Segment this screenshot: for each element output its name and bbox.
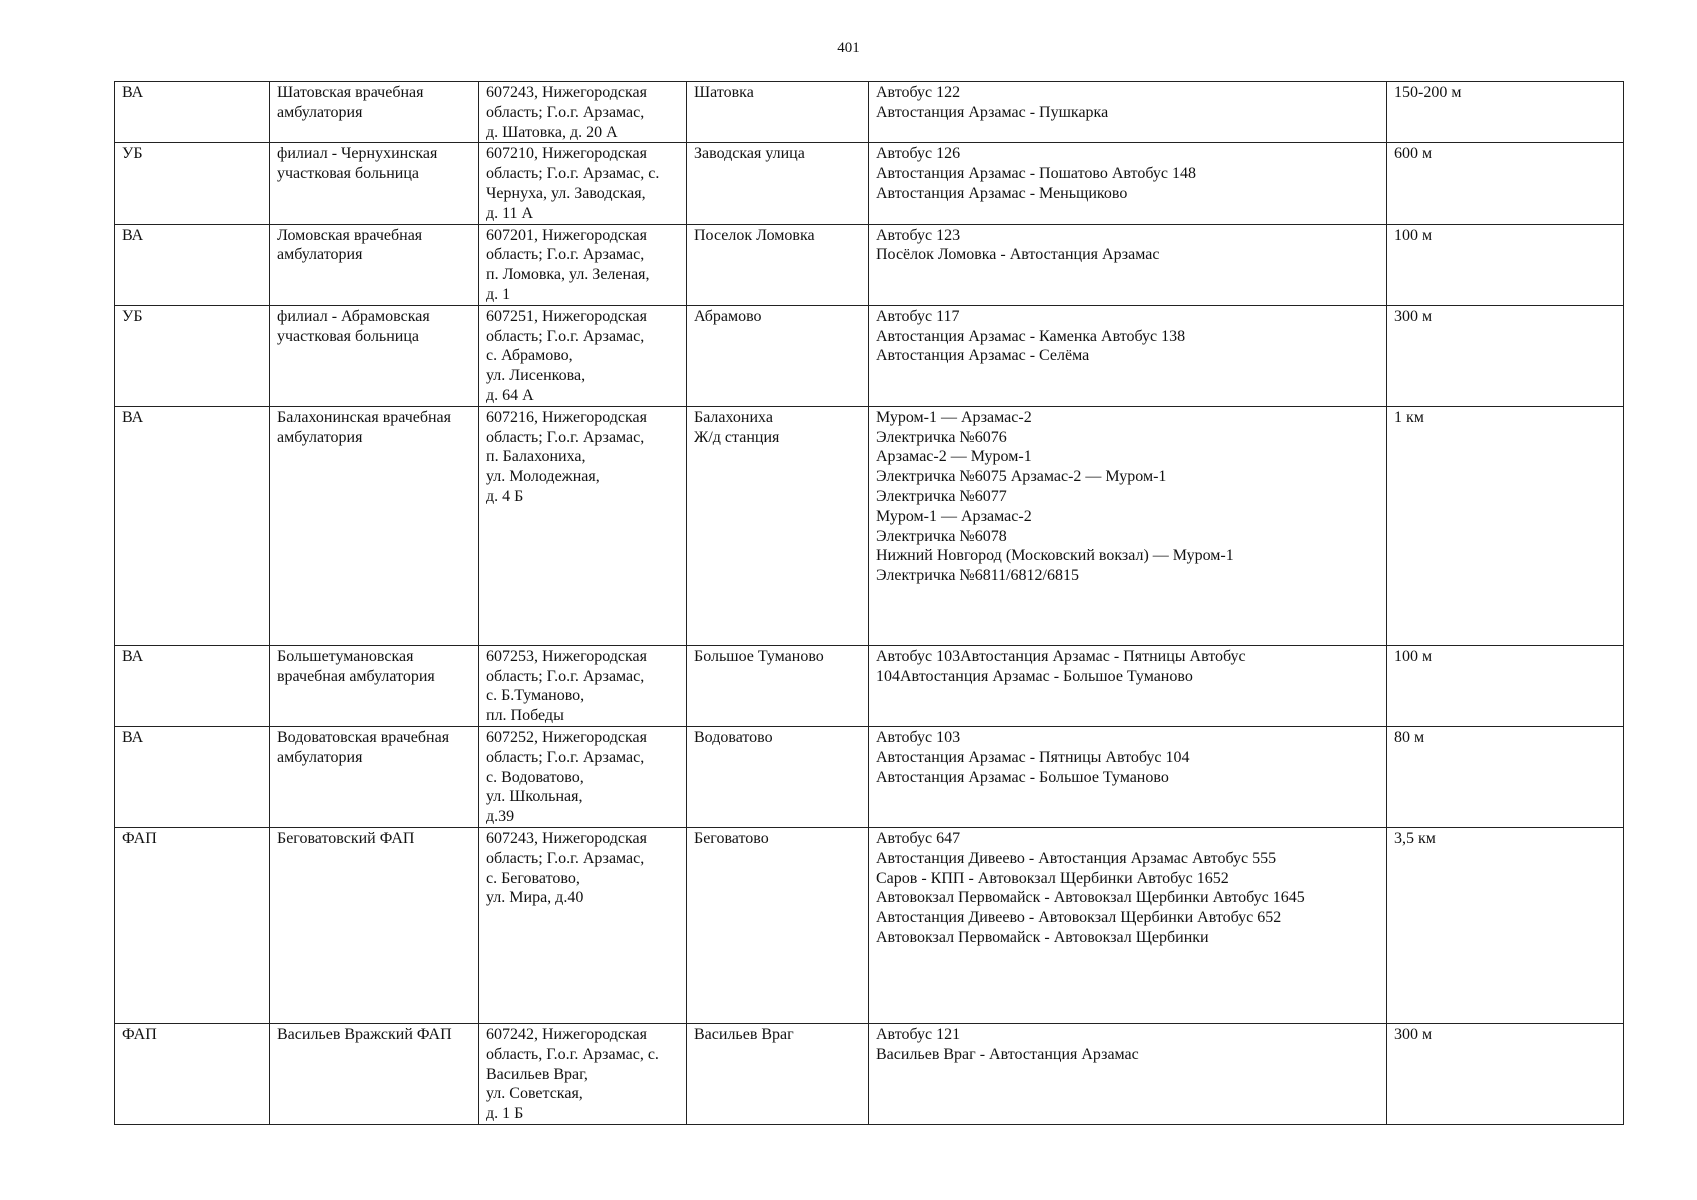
facility-type: ВА [122,84,144,101]
address-cell [479,827,687,1023]
address-cell [479,82,687,143]
facility-type-cell [115,143,270,224]
distance-cell [1387,406,1624,645]
facility-name-cell [270,406,479,645]
transport-route: Автобус 117 Автостанция Арзамас - Каменка Автобус 138 Автостанция Арзамас - Селёма [876,307,1186,365]
table-row [115,645,1624,726]
facility-name-cell [270,1023,479,1124]
facility-name: Беговатовский ФАП [277,829,415,847]
facility-name: Водоватовская врачебная амбулатория [277,728,450,766]
distance-cell [1387,726,1624,827]
distance: 600 м [1394,145,1433,163]
stop-name: Балахониха Ж/д станция [694,408,780,446]
stop-name: Абрамово [694,307,762,325]
stop-cell [687,645,869,726]
stop-name: Заводская улица [694,145,805,163]
table-row [115,224,1624,305]
facility-name-cell [270,726,479,827]
facility-address: 607243, Нижегородская область; Г.о.г. Арзамас, д. Шатовка, д. 20 А [486,84,647,141]
facility-address: 607201, Нижегородская область; Г.о.г. Арзамас, п. Ломовка, ул. Зеленая, д. 1 [486,226,650,303]
address-cell [479,305,687,406]
facility-address: 607243, Нижегородская область; Г.о.г. Арзамас, с. Беговатово, ул. Мира, д.40 [486,829,647,907]
facility-type-cell [115,827,270,1023]
transport-route: Автобус 103 Автостанция Арзамас - Пятницы Автобус 104 Автостанция Арзамас - Большое Туманово [876,728,1190,786]
facility-address: 607242, Нижегородская область, Г.о.г. Арзамас, с. Васильев Враг, ул. Советская, д. 1 Б [486,1025,659,1123]
table-row [115,827,1624,1023]
facility-address: 607253, Нижегородская область; Г.о.г. Арзамас, с. Б.Туманово, пл. Победы [486,647,647,725]
facility-address: 607216, Нижегородская область; Г.о.г. Арзамас, п. Балахониха, ул. Молодежная, д. 4 Б [486,408,647,505]
stop-name: Васильев Враг [694,1025,794,1043]
distance-cell [1387,305,1624,406]
facility-type-cell [115,224,270,305]
table-row [115,406,1624,645]
address-cell [479,726,687,827]
facility-name: Шатовская врачебная амбулатория [277,84,424,121]
facility-type-cell [115,305,270,406]
facility-type: ВА [122,226,144,244]
facility-type-cell [115,406,270,645]
table-row [115,143,1624,224]
stop-cell [687,224,869,305]
facility-name-cell [270,645,479,726]
stop-cell [687,82,869,143]
facility-type: ВА [122,647,144,665]
facility-type: ФАП [122,829,157,847]
facility-name: Ломовская врачебная амбулатория [277,226,423,264]
facility-address: 607252, Нижегородская область; Г.о.г. Арзамас, с. Водоватово, ул. Школьная, д.39 [486,728,647,826]
facility-address: 607251, Нижегородская область; Г.о.г. Арзамас, с. Абрамово, ул. Лисенкова, д. 64 А [486,307,647,404]
route-cell [869,82,1387,143]
address-cell [479,143,687,224]
facility-name-cell [270,827,479,1023]
distance: 1 км [1394,408,1424,426]
facility-type: ФАП [122,1025,157,1043]
facility-name-cell [270,224,479,305]
stop-name: Поселок Ломовка [694,226,815,244]
route-cell [869,143,1387,224]
facility-address: 607210, Нижегородская область; Г.о.г. Арзамас, с. Чернуха, ул. Заводская, д. 11 А [486,145,660,222]
address-cell [479,224,687,305]
facility-type: ВА [122,728,144,746]
transport-route: Автобус 103Автостанция Арзамас - Пятницы Автобус 104Автостанция Арзамас - Большое Туманово [876,647,1246,685]
route-cell [869,645,1387,726]
address-cell [479,1023,687,1124]
route-cell [869,305,1387,406]
route-cell [869,224,1387,305]
table-row [115,726,1624,827]
distance: 100 м [1394,647,1433,665]
stop-cell [687,143,869,224]
facilities-table [114,81,1624,1125]
page-number: 401 [837,40,860,56]
facility-type-cell [115,82,270,143]
table-row [115,1023,1624,1124]
facility-name: филиал - Чернухинская участковая больница [277,145,438,183]
facility-type: УБ [122,307,143,325]
stop-name: Беговатово [694,829,769,847]
stop-cell [687,1023,869,1124]
distance-cell [1387,1023,1624,1124]
facility-name: Большетумановская врачебная амбулатория [277,647,435,685]
distance: 80 м [1394,728,1425,746]
facility-name: Балахонинская врачебная амбулатория [277,408,452,446]
table-row [115,305,1624,406]
address-cell [479,406,687,645]
distance: 300 м [1394,307,1433,325]
distance: 300 м [1394,1025,1433,1043]
distance-cell [1387,82,1624,143]
facility-name: Васильев Вражский ФАП [277,1025,452,1043]
route-cell [869,827,1387,1023]
transport-route: Автобус 122 Автостанция Арзамас - Пушкарка [876,84,1109,121]
distance-cell [1387,827,1624,1023]
stop-name: Водоватово [694,728,773,746]
transport-route: Автобус 123 Посёлок Ломовка - Автостанция Арзамас [876,226,1160,264]
facility-type-cell [115,726,270,827]
stop-name: Шатовка [694,84,754,101]
route-cell [869,726,1387,827]
distance-cell [1387,143,1624,224]
transport-route: Муром-1 — Арзамас-2 Электричка №6076 Арзамас-2 — Муром-1 Электричка №6075 Арзамас-2 — Муром-1 Электричка №6077 Муром-1 — Арзамас-2 Электричка №6078 Нижний Новгород (Московский вокзал) — Муром-1 Электричка №6811/6812/6815 [876,408,1234,585]
stop-cell [687,305,869,406]
facility-type: УБ [122,145,143,163]
transport-route: Автобус 647 Автостанция Дивеево - Автостанция Арзамас Автобус 555 Саров - КПП - Автовокзал Щербинки Автобус 1652 Автовокзал Первомайск - Автовокзал Щербинки Автобус 1645 Автостанция Дивеево - Автовокзал Щербинки Автобус 652 Автовокзал Первомайск - Автовокзал Щербинки [876,829,1305,946]
facility-type-cell [115,1023,270,1124]
facility-name-cell [270,305,479,406]
stop-cell [687,726,869,827]
facilities-table-body [115,82,1624,1125]
distance: 100 м [1394,226,1433,244]
facility-name: филиал - Абрамовская участковая больница [277,307,430,345]
route-cell [869,406,1387,645]
facility-type-cell [115,645,270,726]
table-row [115,82,1624,143]
facility-name-cell [270,82,479,143]
stop-cell [687,406,869,645]
distance-cell [1387,224,1624,305]
transport-route: Автобус 126 Автостанция Арзамас - Пошатово Автобус 148 Автостанция Арзамас - Меньщиково [876,145,1196,202]
distance-cell [1387,645,1624,726]
distance: 3,5 км [1394,829,1436,847]
stop-name: Большое Туманово [694,647,824,665]
facility-type: ВА [122,408,144,426]
address-cell [479,645,687,726]
distance: 150-200 м [1394,84,1462,101]
route-cell [869,1023,1387,1124]
stop-cell [687,827,869,1023]
transport-route: Автобус 121 Васильев Враг - Автостанция Арзамас [876,1025,1139,1063]
facility-name-cell [270,143,479,224]
